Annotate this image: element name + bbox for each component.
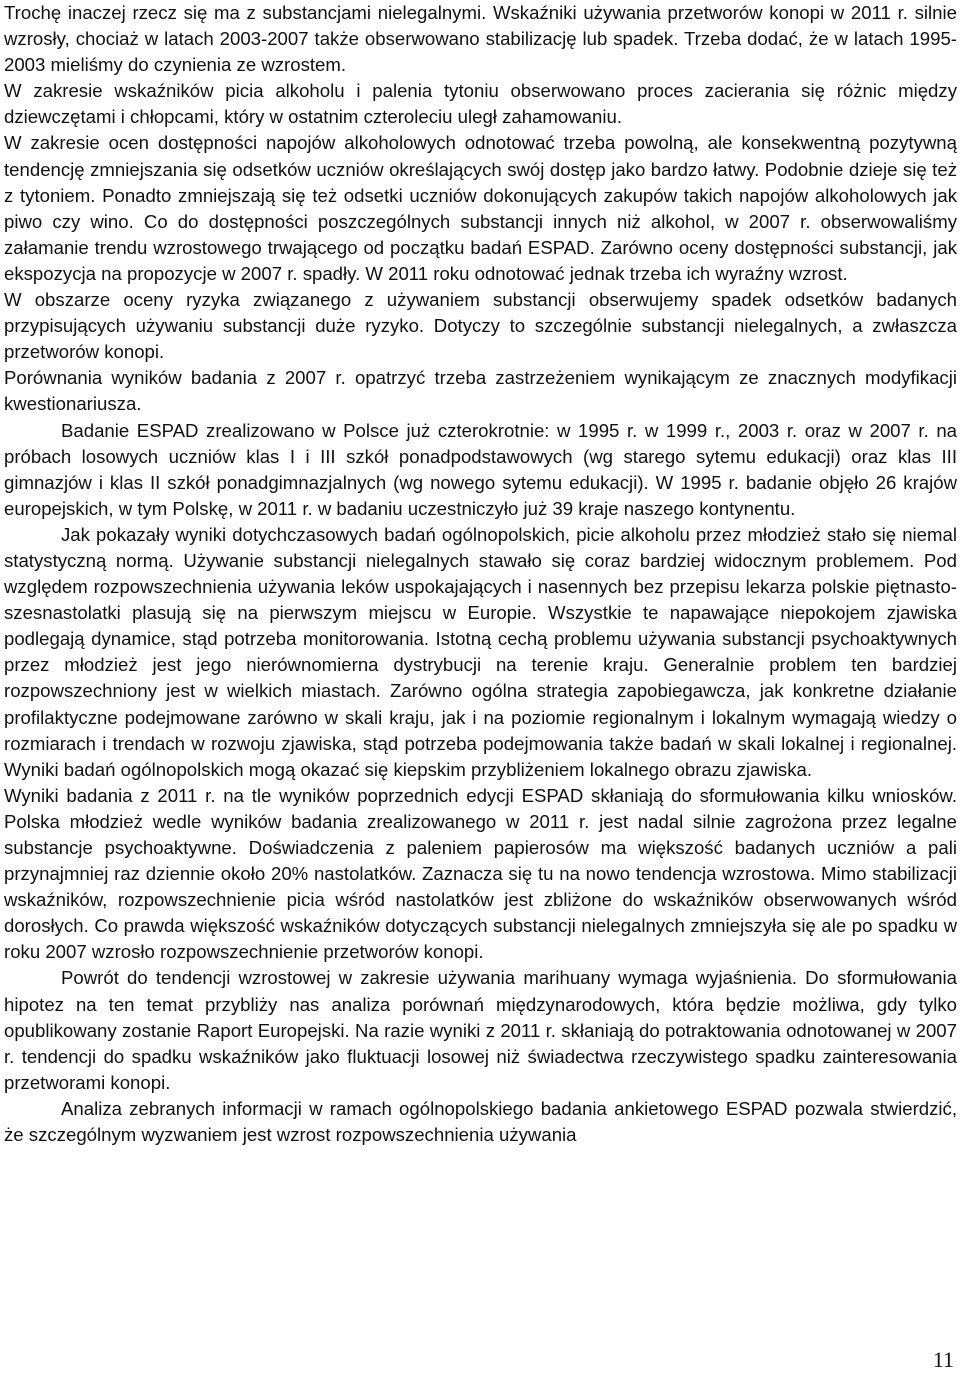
paragraph-5: Porównania wyników badania z 2007 r. opatrzyć trzeba zastrzeżeniem wynikającym ze znacznych modyfikacji kwestionariusza.: [4, 367, 957, 415]
paragraph-9: Powrót do tendencji wzrostowej w zakresie używania marihuany wymaga wyjaśnienia. Do sformułowania hipotez na ten temat przybliży nas analiza porównań międzynarodowych, która będzie możliwa, gdy tylko opublikowany zostanie Raport Europejski. Na razie wyniki z 2011 r. skłaniają do potraktowania odnotowanej w 2007 r. tendencji do spadku wskaźników jako fluktuacji losowej niż świadectwa rzeczywistego spadku zainteresowania przetworami konopi.: [4, 967, 957, 1093]
paragraph-3: W zakresie ocen dostępności napojów alkoholowych odnotować trzeba powolną, ale konsekwentną pozytywną tendencję zmniejszania się odsetków uczniów określających swój dostęp jako bardzo łatwy. Podobnie dzieje się też z tytoniem. Ponadto zmniejszają się też odsetki uczniów dokonujących zakupów takich napojów alkoholowych jak piwo czy wino. Co do dostępności poszczególnych substancji innych niż alkohol, w 2007 r. obserwowaliśmy załamanie trendu wzrostowego trwającego od początku badań ESPAD. Zarówno oceny dostępności substancji, jak ekspozycja na propozycje w 2007 r. spadły. W 2011 roku odnotować jednak trzeba ich wyraźny wzrost.: [4, 132, 957, 284]
document-page: [4, 0, 957, 1148]
paragraph-2: W zakresie wskaźników picia alkoholu i palenia tytoniu obserwowano proces zacierania się różnic między dziewczętami i chłopcami, który w ostatnim czteroleciu uległ zahamowaniu.: [4, 80, 957, 128]
paragraph-10: Analiza zebranych informacji w ramach ogólnopolskiego badania ankietowego ESPAD pozwala stwierdzić, że szczególnym wyzwaniem jest wzrost rozpowszechnienia używania: [4, 1097, 957, 1146]
paragraph-8: Wyniki badania z 2011 r. na tle wyników poprzednich edycji ESPAD skłaniają do sformułowania kilku wniosków. Polska młodzież wedle wyników badania zrealizowanego w 2011 r. jest nadal silnie zagrożona przez legalne substancje psychoaktywne. Doświadczenia z paleniem papierosów ma większość badanych uczniów a pali przynajmniej raz dziennie około 20% nastolatków. Zaznacza się tu na nowo tendencja wzrostowa. Mimo stabilizacji wskaźników, rozpowszechnienie picia wśród nastolatków jest zbliżone do wskaźników obserwowanych wśród dorosłych. Co prawda większość wskaźników dotyczących substancji nielegalnych zmniejszyła się ale po spadku w roku 2007 wzrosło rozpowszechnienie przetworów konopi.: [4, 784, 957, 963]
paragraph-1: Trochę inaczej rzecz się ma z substancjami nielegalnymi. Wskaźniki używania przetworów konopi w 2011 r. silnie wzrosły, chociaż w latach 2003-2007 także obserwowano stabilizację lub spadek. Trzeba dodać, że w latach 1995-2003 mieliśmy do czynienia ze wzrostem.: [4, 2, 957, 76]
paragraph-7: Jak pokazały wyniki dotychczasowych badań ogólnopolskich, picie alkoholu przez młodzież stało się niemal statystyczną normą. Używanie substancji nielegalnych stawało się coraz bardziej widocznym problemem. Pod względem rozpowszechnienia używania leków uspokajających i nasennych bez przepisu lekarza polskie piętnasto-szesnastolatki plasują się na pierwszym miejscu w Europie. Wszystkie te napawające niepokojem zjawiska podlegają dynamice, stąd potrzeba monitorowania. Istotną cechą problemu używania substancji psychoaktywnych przez młodzież jest jego nierównomierna dystrybucji na terenie kraju. Generalnie problem ten bardziej rozpowszechniony jest w wielkich miastach. Zarówno ogólna strategia zapobiegawcza, jak konkretne działanie profilaktyczne podejmowane zarówno w skali kraju, jak i na poziomie regionalnym i lokalnym wymagają wiedzy o rozmiarach i trendach w rozwoju zjawiska, stąd potrzeba podejmowania także badań w skali lokalnej i regionalnej. Wyniki badań ogólnopolskich mogą okazać się kiepskim przybliżeniem lokalnego obrazu zjawiska.: [4, 523, 957, 780]
page-number: 11: [932, 1347, 954, 1372]
paragraph-6: Badanie ESPAD zrealizowano w Polsce już czterokrotnie: w 1995 r. w 1999 r., 2003 r. oraz w 2007 r. na próbach losowych uczniów klas I i III szkół ponadpodstawowych (wg starego sytemu edukacji) oraz klas III gimnazjów i klas II szkół ponadgimnazjalnych (wg nowego sytemu edukacji). W 1995 r. badanie objęło 26 krajów europejskich, w tym Polskę, w 2011 r. w badaniu uczestniczyło już 39 kraje naszego kontynentu.: [4, 419, 957, 519]
paragraph-4: W obszarze oceny ryzyka związanego z używaniem substancji obserwujemy spadek odsetków badanych przypisujących używaniu substancji duże ryzyko. Dotyczy to szczególnie substancji nielegalnych, a zwłaszcza przetworów konopi.: [4, 289, 957, 363]
